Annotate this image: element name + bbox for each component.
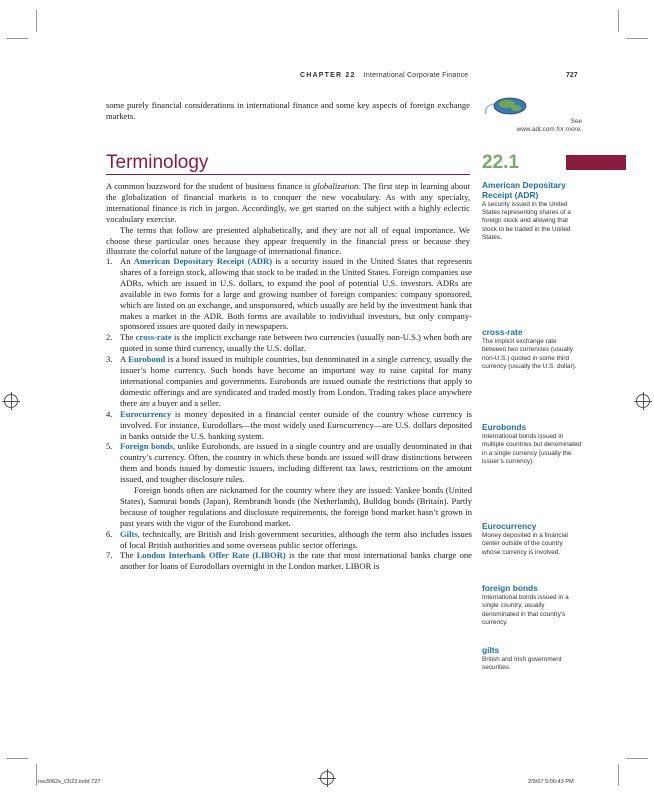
web-note xyxy=(482,118,582,135)
term-foreign-bonds: Foreign bonds xyxy=(120,441,173,452)
list-item: 2. The cross-rate is the implicit exchange rate between two currencies (usually non-U.S.) when both are quoted in some third currency, usually the U.S. dollar. xyxy=(106,332,472,354)
glossary-definition: Money deposited in a financial center outside of the country whose currency is involved. xyxy=(482,531,568,556)
glossary-term: Eurobonds xyxy=(482,422,527,432)
crop-mark xyxy=(626,758,648,759)
section-title: Terminology xyxy=(106,152,209,173)
crop-mark xyxy=(618,764,619,786)
glossary-entry xyxy=(482,522,582,557)
web-note-rest: for more. xyxy=(554,126,582,134)
crop-mark xyxy=(618,10,619,32)
crop-mark xyxy=(36,764,37,786)
glossary-definition: A security issued in the United States representing shares of a foreign stock and allowing that stock to be traded in the United States. xyxy=(482,200,571,242)
glossary-entry xyxy=(482,423,582,466)
list-item-continuation: Foreign bonds often are nicknamed for the country where they are issued: Yankee bonds (United States), Samurai bonds (Japan), Rembrandt bonds (the Netherlands), Bulldog bonds (Britain). Partly because of tougher regulations and disclosure requirements, the foreign bond market hasn’t grown in past years with the vigor of the Eurobond market. xyxy=(120,485,472,528)
chapter-title: International Corporate Finance xyxy=(363,72,469,79)
running-header xyxy=(300,72,468,79)
paragraph: A common buzzword for the student of business finance is globalization. The first step in learning about the globalization of financial markets is to conquer the new vocabulary. As with any specialty, international finance is rich in jargon. Accordingly, we get started on the subject with a highly eclectic vocabulary exercise. xyxy=(106,181,470,224)
list-item: 6. Gilts, technically, are British and Irish government securities, although the term also includes issues of local British authorities and some overseas public sector offerings. xyxy=(106,528,472,550)
crop-mark xyxy=(6,758,28,759)
glossary-definition: British and Irish government securities. xyxy=(482,655,562,672)
section-color-bar xyxy=(566,155,626,170)
term-eurocurrency: Eurocurrency xyxy=(120,408,172,419)
glossary-term: Eurocurrency xyxy=(482,521,537,531)
web-note-url[interactable]: www.adr.com xyxy=(516,126,555,134)
term-adr: American Depositary Receipt (ADR) xyxy=(133,256,273,266)
glossary-entry xyxy=(482,584,582,627)
list-item: 1. An American Depositary Receipt (ADR) is a security issued in the United States that represents shares of a foreign stock, allowing that stock to be traded in the United States. Foreign companies use ADRs, which are issued in U.S. dollars, to expand the pool of potential U.S. investors. ADRs are available in two forms for a large and growing number of foreign companies: company sponsored, which are listed on an exchange, and unsponsored, which usually are held by the investment bank that makes a market in the ADR. Both forms are available to individual investors, but only company-sponsored issues are quoted daily in newspapers. xyxy=(106,256,472,332)
terms-list xyxy=(106,256,472,572)
page-number: 727 xyxy=(566,72,578,79)
glossary-term: cross-rate xyxy=(482,327,523,337)
date-slug: 2/9/07 5:06:43 PM xyxy=(528,779,574,785)
registration-mark-icon xyxy=(636,394,650,408)
paragraph: The terms that follow are presented alphabetically, and they are not all of equal importance. We choose these particular ones because they appear frequently in the financial press or because they illustrate the colorful nature of the language of international finance. xyxy=(106,224,470,257)
section-number: 22.1 xyxy=(482,152,519,173)
glossary-entry xyxy=(482,181,582,243)
glossary-term: American Depositary Receipt (ADR) xyxy=(482,180,566,200)
crop-mark xyxy=(36,10,37,32)
glossary-definition: International bonds issued in multiple countries but denominated in a single currency (usually the issuer’s currency). xyxy=(482,432,582,466)
chapter-label: CHAPTER 22 xyxy=(300,72,356,79)
file-slug: ros3062x_Ch22.indd 727 xyxy=(38,779,101,785)
glossary-definition: International bonds issued in a single country, usually denominated in that country’s currency. xyxy=(482,593,569,627)
glossary-term: foreign bonds xyxy=(482,583,538,593)
globe-mouse-icon xyxy=(482,96,552,120)
list-item: 3. A Eurobond is a bond issued in multiple countries, but denominated in a single currency, usually the issuer’s home currency. Such bonds have become an important way to raise capital for many international companies and governments. Eurobonds are issued outside the restrictions that apply to domestic offerings and are syndicated and traded mostly from London. Trading takes place anywhere there are a buyer and a seller. xyxy=(106,354,472,408)
section-rule xyxy=(106,174,470,175)
glossary-term: gilts xyxy=(482,645,500,655)
registration-mark-icon xyxy=(4,394,18,408)
glossary-definition: The implicit exchange rate between two currencies (usually non-U.S.) quoted in some third currency (usually the U.S. dollar). xyxy=(482,337,577,371)
list-item: 7. The London Interbank Offer Rate (LIBOR) is the rate that most international banks charge one another for loans of Eurodollars overnight in the London market. LIBOR is xyxy=(106,550,472,572)
glossary-entry xyxy=(482,646,582,673)
registration-mark-icon xyxy=(320,771,334,785)
term-gilts: Gilts xyxy=(120,528,138,539)
list-item: 4. Eurocurrency is money deposited in a financial center outside of the country whose currency is involved. For instance, Eurodollars—the most widely used Eurocurrency—are U.S. dollars deposited in banks outside the U.S. banking system. xyxy=(106,408,472,441)
term-cross-rate: cross-rate xyxy=(135,332,172,343)
glossary-entry xyxy=(482,328,582,371)
crop-mark xyxy=(6,38,28,39)
section-paragraphs xyxy=(106,181,470,257)
term-eurobond: Eurobond xyxy=(128,354,166,365)
intro-paragraph: some purely financial considerations in international finance and some key aspects of foreign exchange markets. xyxy=(106,100,470,121)
term-libor: London Interbank Offer Rate (LIBOR) xyxy=(136,550,286,561)
crop-mark xyxy=(626,38,648,39)
list-item: 5. Foreign bonds, unlike Eurobonds, are issued in a single country and are usually denominated in that country’s currency. Often, the country in which these bonds are issued will draw distinctions between them and bonds issued by domestic issuers, including different tax laws, restrictions on the amount issued, and tougher disclosure rules. Foreign bonds often are nicknamed for the country where they are issued: Yankee bonds (United States), Samurai bonds (Japan), Rembrandt bonds (the Netherlands), Bulldog bonds (Britain). Partly because of tougher regulations and disclosure requirements, the foreign bond market hasn’t grown in past years with the vigor of the Eurobond market. xyxy=(106,441,472,528)
web-note-see: See xyxy=(570,118,582,125)
